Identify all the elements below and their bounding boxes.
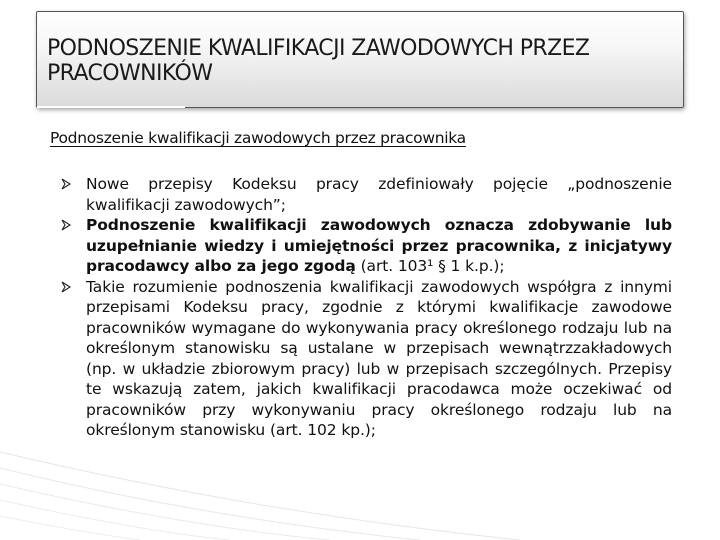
page-title: PODNOSZENIE KWALIFIKACJI ZAWODOWYCH PRZEZ PRACOWNIKÓW	[47, 36, 590, 86]
bullet-bold-text: Podnoszenie kwalifikacji zawodowych oznacza zdobywanie lub uzupełnianie wiedzy i umiejętności przez pracownika, z inicjatywy pracodawcy albo za jego zgodą	[86, 216, 672, 275]
bullet-text: Takie rozumienie podnoszenia kwalifikacji zawodowych współgra z innymi przepisami Kodeksu pracy, zgodnie z którymi kwalifikacje zawodowe pracowników wymagane do wykonywania pracy określonego rodzaju lub na określonym stanowisku są ustalane w przepisach wewnątrzzakładowych (np. w układzie zbiorowym pracy) lub w przepisach szczególnych. Przepisy te wskazują zatem, jakich kwalifikacji pracodawca może oczekiwać od pracowników przy wykonywaniu pracy określonego rodzaju lub na określonym stanowisku (art. 102 kp.);	[86, 277, 672, 439]
arrow-bullet-icon	[60, 178, 72, 190]
list-item	[60, 215, 672, 277]
arrow-bullet-icon	[60, 281, 72, 293]
list-item	[60, 277, 672, 441]
title-accent-line	[37, 106, 185, 108]
bullet-text: Nowe przepisy Kodeksu pracy zdefiniowały pojęcie „podnoszenie kwalifikacji zawodowych”;	[86, 175, 672, 214]
arrow-bullet-icon	[60, 219, 72, 231]
title-box	[36, 11, 684, 108]
bullet-text: (art. 103¹ § 1 k.p.);	[355, 257, 505, 275]
section-subtitle: Podnoszenie kwalifikacji zawodowych przez pracownika	[50, 129, 466, 147]
bullet-list	[60, 174, 672, 441]
list-item	[60, 174, 672, 215]
